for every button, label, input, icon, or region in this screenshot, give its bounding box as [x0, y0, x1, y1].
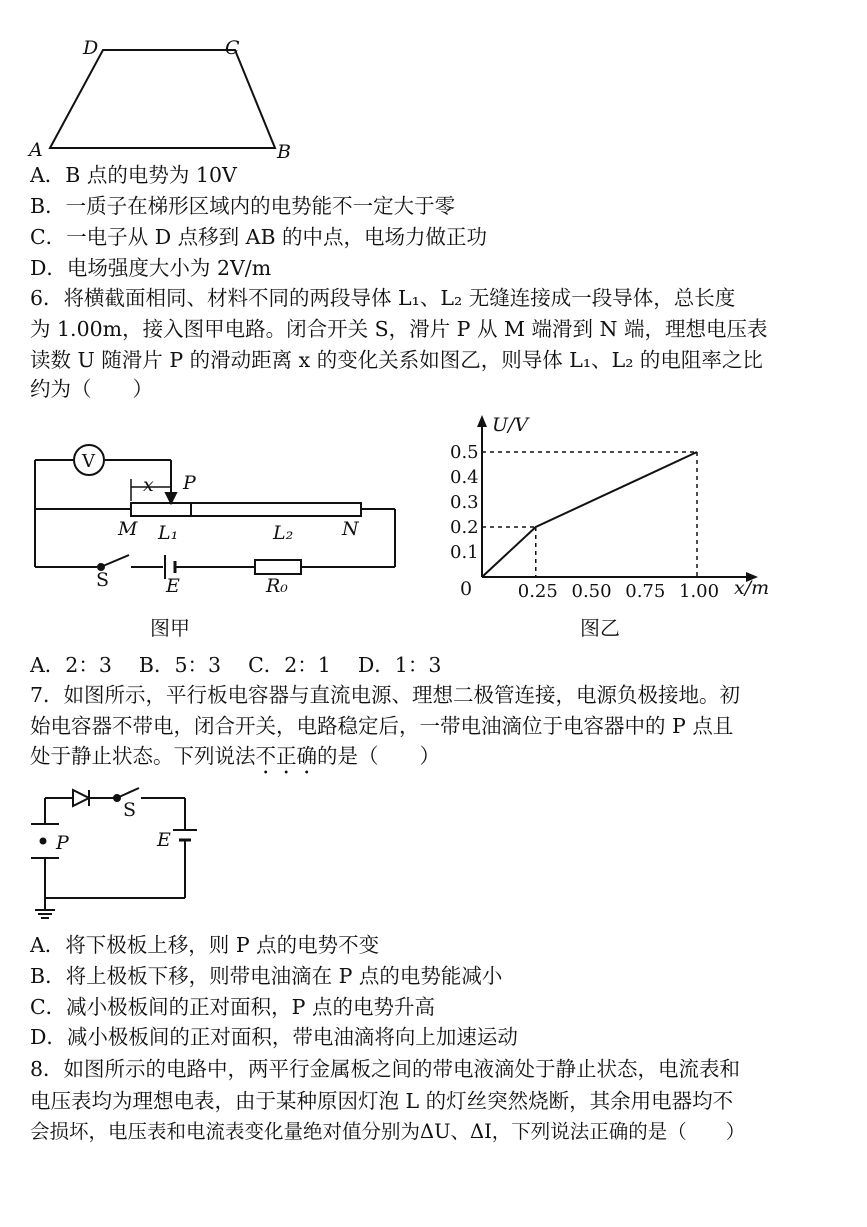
- q7-stem-post: 的是（ ）: [317, 744, 440, 768]
- q7-option-c: C．减小极板间的正对面积，P 点的电势升高: [30, 995, 435, 1019]
- y-tick-label: 0.3: [450, 492, 479, 513]
- conductor-l2: [191, 503, 361, 516]
- q7-option-d: D．减小极板间的正对面积，带电油滴将向上加速运动: [30, 1025, 518, 1049]
- label-R0: R₀: [266, 575, 288, 597]
- q5-option-c: C．一电子从 D 点移到 AB 的中点，电场力做正功: [30, 225, 488, 249]
- y-tick-label: 0.4: [450, 467, 479, 488]
- y-axis-label: U/V: [492, 414, 529, 436]
- label-x: x: [143, 474, 154, 496]
- label-P: P: [56, 832, 69, 854]
- x-tick-label: 0.50: [571, 581, 612, 602]
- label-C: C: [225, 37, 240, 59]
- oil-drop-p-icon: [41, 839, 46, 844]
- label-E: E: [157, 829, 171, 851]
- q5-option-b: B．一质子在梯形区域内的电势能不一定大于零: [30, 194, 456, 218]
- label-P: P: [183, 472, 196, 494]
- label-S: S: [123, 799, 137, 821]
- circuit-figure-a: [25, 435, 405, 605]
- x-tick-label: 1.00: [679, 581, 720, 602]
- label-D: D: [83, 37, 99, 59]
- ground-icon: [35, 910, 55, 918]
- q5-option-a: A．B 点的电势为 10V: [30, 163, 237, 187]
- y-tick-label: 0.2: [450, 517, 479, 538]
- label-S: S: [96, 569, 110, 591]
- label-M: M: [118, 518, 138, 540]
- origin-label: 0: [460, 578, 473, 600]
- q8-stem-line-1: 8．如图所示的电路中，两平行金属板之间的带电液滴处于静止状态，电流表和: [30, 1057, 741, 1081]
- y-tick-label: 0.5: [450, 442, 479, 463]
- data-line: [482, 452, 697, 577]
- y-tick-label: 0.1: [450, 542, 479, 563]
- label-N: N: [342, 518, 359, 540]
- q5-option-d: D．电场强度大小为 2V/m: [30, 256, 272, 280]
- q7-option-b: B．将上极板下移，则带电油滴在 P 点的电势能减小: [30, 964, 503, 988]
- voltmeter-label: V: [82, 451, 95, 472]
- q7-stem-line-2: 始电容器不带电，闭合开关，电路稳定后，一带电油滴位于电容器中的 P 点且: [30, 714, 734, 738]
- label-L1: L₁: [158, 522, 179, 544]
- switch-icon: [119, 788, 139, 797]
- q6-stem-line-4: 约为（ ）: [30, 377, 153, 401]
- diode-icon: [73, 790, 89, 806]
- label-B: B: [277, 141, 291, 163]
- caption-fig-a: 图甲: [150, 616, 190, 640]
- caption-fig-b: 图乙: [580, 616, 620, 640]
- y-axis-arrow-icon: [477, 415, 487, 427]
- x-tick-label: 0.75: [625, 581, 666, 602]
- label-E: E: [166, 575, 180, 597]
- trapezoid-shape: [50, 50, 275, 148]
- conductor-l1: [131, 503, 191, 516]
- q7-option-a: A．将下极板上移，则 P 点的电势不变: [30, 933, 380, 957]
- q7-emphasis: 不正确: [255, 744, 317, 768]
- ux-graph: [430, 405, 810, 615]
- q8-stem-line-2: 电压表均为理想电表，由于某种原因灯泡 L 的灯丝突然烧断，其余用电器均不: [30, 1089, 734, 1113]
- q7-stem-line-1: 7．如图所示，平行板电容器与直流电源、理想二极管连接，电源负极接地。初: [30, 683, 741, 707]
- q6-stem-line-1: 6．将横截面相同、材料不同的两段导体 L₁、L₂ 无缝连接成一段导体，总长度: [30, 286, 736, 310]
- capacitor-circuit-figure: [25, 780, 225, 930]
- q6-stem-line-2: 为 1.00m，接入图甲电路。闭合开关 S，滑片 P 从 M 端滑到 N 端，理想电压表: [30, 317, 768, 341]
- x-axis-label: x/m: [734, 577, 770, 599]
- q7-stem-pre: 处于静止状态。下列说法: [30, 744, 256, 768]
- q6-options: A．2：3 B．5：3 C．2：1 D．1：3: [30, 653, 442, 677]
- x-tick-label: 0.25: [517, 581, 558, 602]
- label-L2: L₂: [273, 522, 294, 544]
- resistor-r0-icon: [255, 560, 301, 574]
- slider-arrow-icon: [166, 493, 176, 503]
- q7-stem-line-3: [30, 741, 440, 779]
- label-A: A: [29, 139, 43, 161]
- q8-stem-line-3: 会损坏，电压表和电流表变化量绝对值分别为ΔU、ΔI，下列说法正确的是（ ）: [30, 1120, 746, 1143]
- trapezoid-figure: [25, 30, 315, 165]
- switch-s-icon: [103, 555, 129, 566]
- q6-stem-line-3: 读数 U 随滑片 P 的滑动距离 x 的变化关系如图乙，则导体 L₁、L₂ 的电阻率之比: [30, 348, 763, 372]
